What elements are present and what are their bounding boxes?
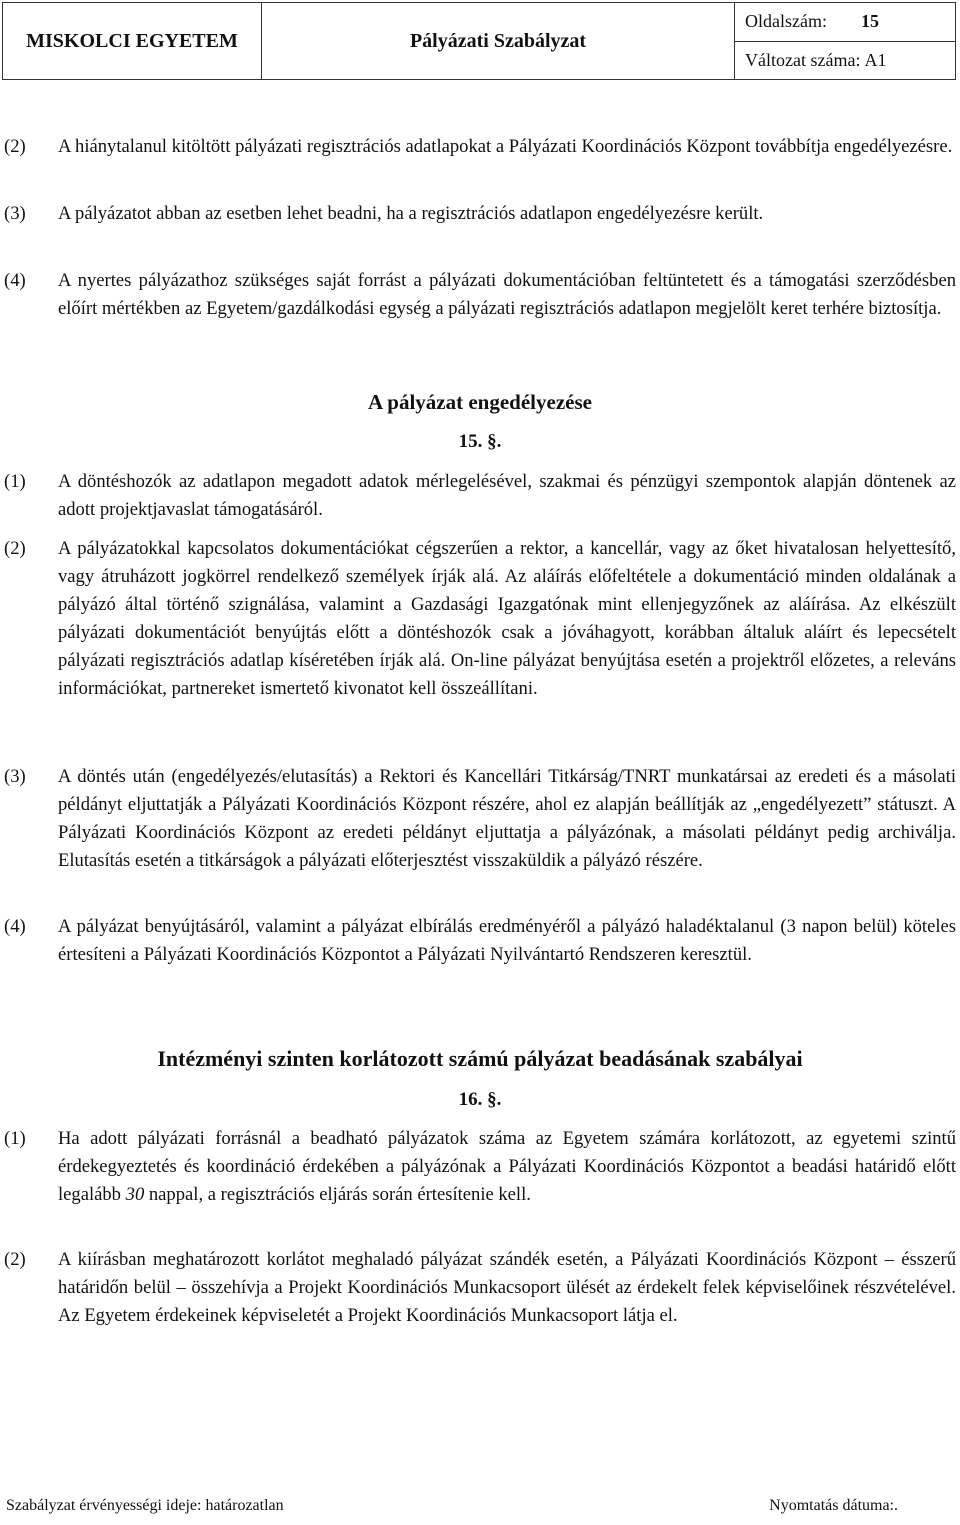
university-name: MISKOLCI EGYETEM [3,3,262,79]
paragraph-16-2 [4,1246,956,1330]
section-15-number: 15. §. [458,431,502,452]
version-label: Változat száma: [745,49,861,70]
header-meta [735,3,955,79]
paragraph-number: (2) [4,136,26,157]
paragraph-text: A hiánytalanul kitöltött pályázati regisztrációs adatlapokat a Pályázati Koordinációs Központ továbbítja engedélyezésre. [58,136,953,157]
document-title: Pályázati Szabályzat [262,3,735,79]
section-16-title: Intézményi szinten korlátozott számú pályázat beadásának szabályai [157,1046,803,1071]
paragraph-number: (1) [4,471,26,492]
paragraph-number: (2) [4,1249,26,1270]
version-row [735,41,955,80]
document-header [2,2,956,80]
version-value: A1 [864,49,887,70]
footer-validity: Szabályzat érvényességi ideje: határozatlan [6,1497,284,1514]
paragraph-15-1 [4,468,956,524]
paragraph-a4 [4,267,956,323]
paragraph-number: (1) [4,1128,26,1149]
paragraph-a3 [4,200,956,228]
page-number-label: Oldalszám: [745,11,827,32]
paragraph-number: (3) [4,766,26,787]
page-number: 15 [860,11,879,32]
paragraph-text: A kiírásban meghatározott korlátot meghaladó pályázat szándék esetén, a Pályázati Koordinációs Központ – ésszerű határidőn belül – összehívja a Projekt Koordinációs Munkacsoport ülését az érdekelt felek képviselőinek részvételével. Az Egyetem érdekeinek képviseletét a Projekt Koordinációs Munkacsoport látja el. [58,1249,956,1326]
paragraph-text: A pályázat benyújtásáról, valamint a pályázat elbírálás eredményéről a pályázó haladéktalanul (3 napon belül) köteles értesíteni a Pályázati Koordinációs Központot a Pályázati Nyilvántartó Rendszeren keresztül. [58,916,956,965]
paragraph-text-end: nappal, a regisztrációs eljárás során értesítenie kell. [144,1184,531,1205]
paragraph-15-4 [4,913,956,969]
paragraph-text-start: Ha adott pályázati forrásnál a beadható pályázatok száma az Egyetem számára korlátozott, az egyetemi szintű érdekegyeztetés és koordináció érdekében a pályázónak a Pályázati Koordinációs Központot a beadási határidő előtt legalább [58,1128,956,1205]
paragraph-text: A döntéshozók az adatlapon megadott adatok mérlegelésével, szakmai és pénzügyi szempontok alapján döntenek az adott projektjavaslat támogatásáról. [58,471,956,520]
paragraph-16-1 [4,1125,956,1209]
paragraph-text: A döntés után (engedélyezés/elutasítás) a Rektori és Kancellári Titkárság/TNRT munkatársai az eredeti és a másolati példányt eljuttatják a Pályázati Koordinációs Központ részére, ahol ez alapján beállítják az „engedélyezett” státuszt. A Pályázati Koordinációs Központ az eredeti példányt eljuttatja a pályázónak, a másolati példányt pedig archiválja. Elutasítás esetén a titkárságok a pályázati előterjesztést visszaküldik a pályázó részére. [58,766,956,871]
page-number-row [735,3,955,41]
paragraph-number: (3) [4,203,26,224]
section-16-number: 16. §. [458,1089,502,1110]
footer-print-date: Nyomtatás dátuma:. [769,1497,898,1514]
paragraph-15-2 [4,535,956,703]
deadline-days: 30 [125,1184,145,1205]
paragraph-text: A pályázatot abban az esetben lehet beadni, ha a regisztrációs adatlapon engedélyezésre került. [58,203,764,224]
paragraph-15-3 [4,763,956,875]
paragraph-number: (4) [4,270,26,291]
paragraph-number: (2) [4,538,26,559]
paragraph-text [58,1125,956,1209]
paragraph-text: A pályázatokkal kapcsolatos dokumentációkat cégszerűen a rektor, a kancellár, vagy az őket hivatalosan helyettesítő, vagy átruházott jogkörrel rendelkező személyek írják alá. Az aláírás előfeltétele a dokumentáció minden oldalának a pályázó által történő szignálása, valamint a Gazdasági Igazgatónak mint ellenjegyzőnek az aláírása. Az elkészült pályázati dokumentációt benyújtás előtt a döntéshozók csak a jóváhagyott, korábban általuk aláírt és lepecsételt pályázati regisztrációs adatlap kíséretében írják alá. On-line pályázat benyújtása esetén a projektről előzetes, a releváns információkat, partnereket ismertető kivonatot kell összeállítani. [58,538,956,699]
section-15-title: A pályázat engedélyezése [368,390,592,414]
paragraph-number: (4) [4,916,26,937]
paragraph-a2 [4,133,956,161]
paragraph-text: A nyertes pályázathoz szükséges saját forrást a pályázati dokumentációban feltüntetett és a támogatási szerződésben előírt mértékben az Egyetem/gazdálkodási egység a pályázati regisztrációs adatlapon megjelölt keret terhére biztosítja. [58,270,956,319]
